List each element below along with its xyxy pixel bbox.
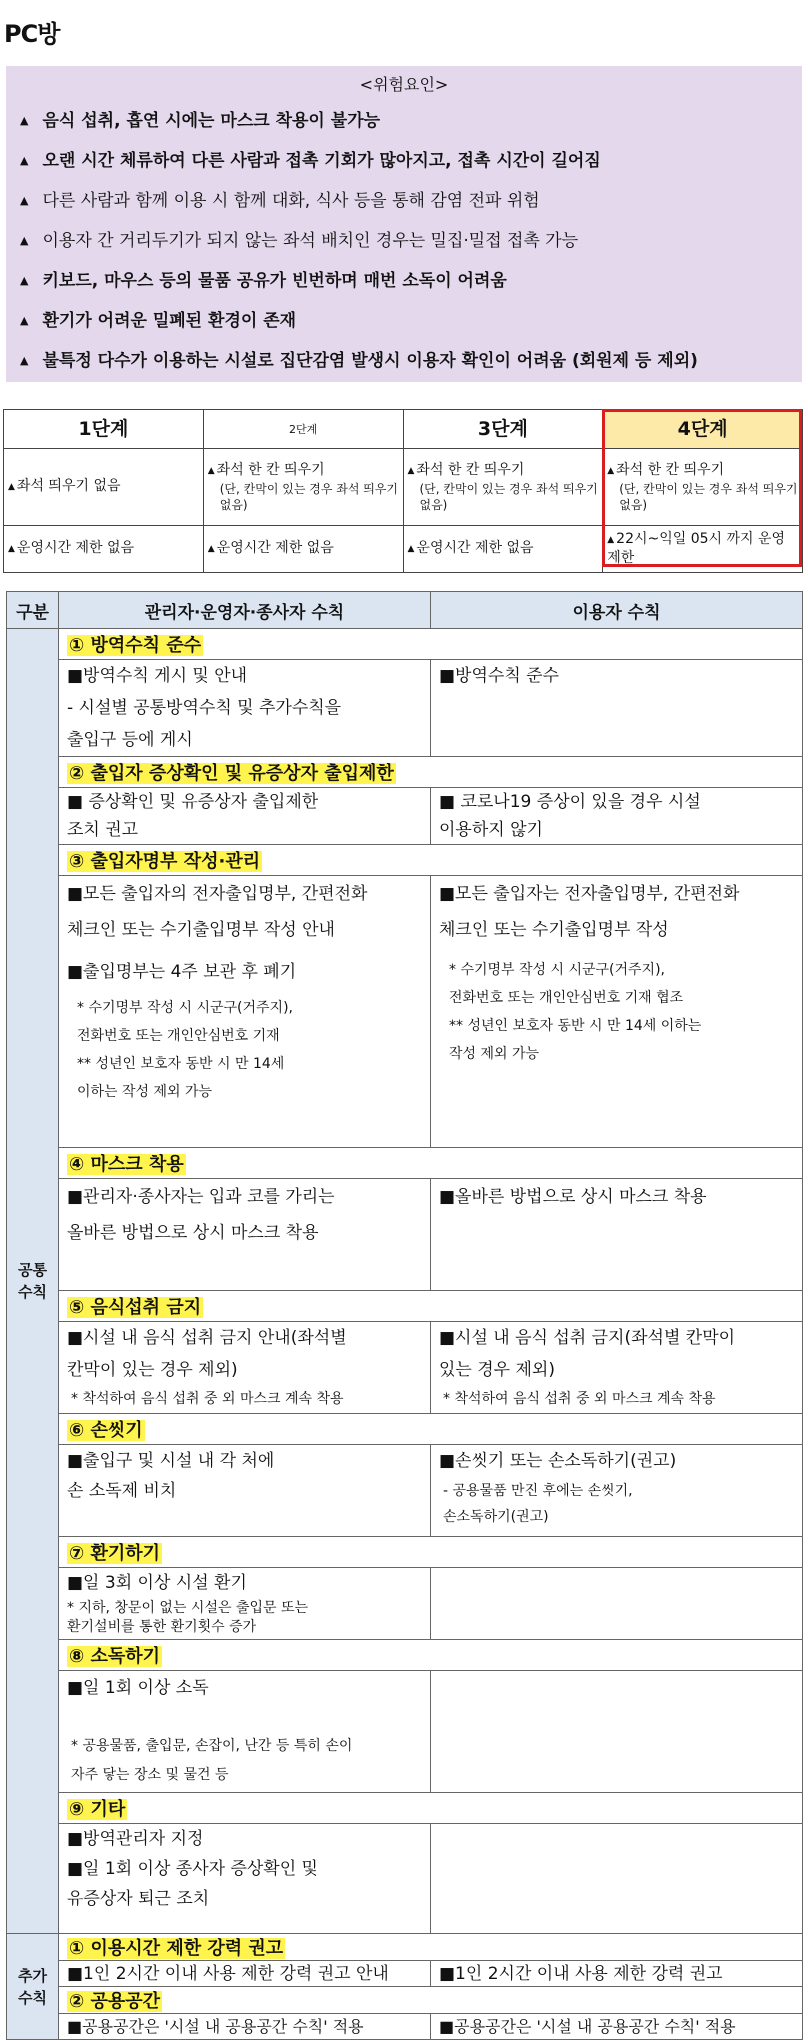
triangle-bullet-icon: ▲ bbox=[20, 114, 29, 127]
section-title: ③ 출입자명부 작성·관리 bbox=[59, 845, 803, 876]
section-title: ① 방역수칙 준수 bbox=[59, 629, 803, 660]
risk-item: ▲ 키보드, 마우스 등의 물품 공유가 빈번하며 매번 소독이 어려움 bbox=[20, 271, 507, 291]
stage-cell: ▲ 좌석 한 칸 띄우기 (단, 칸막이 있는 경우 좌석 띄우기 없음) bbox=[403, 449, 603, 526]
risk-item: ▲ 다른 사람과 함께 이용 시 함께 대화, 식사 등을 통해 감염 전파 위험 bbox=[20, 191, 540, 211]
risk-item: ▲ 이용자 간 거리두기가 되지 않는 좌석 배치인 경우는 밀집·밀접 접촉 가능 bbox=[20, 231, 579, 251]
section-title: ② 공용공간 bbox=[59, 1987, 803, 2014]
risk-item: ▲ 불특정 다수가 이용하는 시설로 집단감염 발생시 이용자 확인이 어려움 (회원제 등 제외) bbox=[20, 351, 698, 371]
stage-cell: ▲ 좌석 한 칸 띄우기 (단, 칸막이 있는 경우 좌석 띄우기 없음) bbox=[603, 449, 803, 526]
col-header-gubun: 구분 bbox=[7, 592, 59, 629]
common-rules-label: 공통 수칙 bbox=[7, 629, 59, 1934]
user-rule-cell: ■시설 내 음식 섭취 금지(좌석별 칸막이 있는 경우 제외) * 착석하여 음식 섭취 중 외 마스크 계속 착용 bbox=[431, 1322, 803, 1414]
manager-rule-cell: ■공용공간은 '시설 내 공용공간 수칙' 적용 bbox=[59, 2014, 431, 2040]
user-rule-cell bbox=[431, 1671, 803, 1793]
triangle-bullet-icon: ▲ bbox=[607, 535, 615, 545]
extra-rules-label: 추가 수칙 bbox=[7, 1934, 59, 2040]
page-title: PC방 bbox=[4, 20, 60, 48]
risk-item: ▲ 음식 섭취, 흡연 시에는 마스크 착용이 불가능 bbox=[20, 111, 381, 131]
triangle-bullet-icon: ▲ bbox=[20, 314, 29, 327]
user-rule-cell: ■1인 2시간 이내 사용 제한 강력 권고 bbox=[431, 1961, 803, 1987]
stage-header-4: 4단계 bbox=[603, 410, 803, 449]
section-title: ⑤ 음식섭취 금지 bbox=[59, 1291, 803, 1322]
col-header-manager: 관리자·운영자·종사자 수칙 bbox=[59, 592, 431, 629]
stage-header-3: 3단계 bbox=[403, 410, 603, 449]
manager-rule-cell: ■ 증상확인 및 유증상자 출입제한 조치 권고 bbox=[59, 788, 431, 845]
triangle-bullet-icon: ▲ bbox=[20, 194, 29, 207]
stage-cell: ▲ 좌석 띄우기 없음 bbox=[4, 449, 204, 526]
user-rule-cell bbox=[431, 1824, 803, 1934]
risk-item: ▲ 오랜 시간 체류하여 다른 사람과 접촉 기회가 많아지고, 접촉 시간이 길어짐 bbox=[20, 151, 601, 171]
stage-header-1: 1단계 bbox=[4, 410, 204, 449]
section-title: ⑨ 기타 bbox=[59, 1793, 803, 1824]
manager-rule-cell: ■일 1회 이상 소독 * 공용물품, 출입문, 손잡이, 난간 등 특히 손이 자주 닿는 장소 및 물건 등 bbox=[59, 1671, 431, 1793]
manager-rule-cell: ■모든 출입자의 전자출입명부, 간편전화 체크인 또는 수기출입명부 작성 안내 ■출입명부는 4주 보관 후 폐기 * 수기명부 작성 시 시군구(거주지), 전화번호 또는 개인안심번호 기재 ** 성년인 보호자 동반 시 만 14세 이하는 작성 제외 가능 bbox=[59, 876, 431, 1148]
triangle-bullet-icon: ▲ bbox=[207, 465, 215, 476]
manager-rule-cell: ■방역관리자 지정 ■일 1회 이상 종사자 증상확인 및 유증상자 퇴근 조치 bbox=[59, 1824, 431, 1934]
manager-rule-cell: ■출입구 및 시설 내 각 처에 손 소독제 비치 bbox=[59, 1445, 431, 1537]
user-rule-cell: ■ 코로나19 증상이 있을 경우 시설 이용하지 않기 bbox=[431, 788, 803, 845]
triangle-bullet-icon: ▲ bbox=[20, 154, 29, 167]
triangle-bullet-icon: ▲ bbox=[20, 354, 29, 367]
section-title: ④ 마스크 착용 bbox=[59, 1148, 803, 1179]
user-rule-cell: ■방역수칙 준수 bbox=[431, 660, 803, 757]
stage-cell: ▲ 22시~익일 05시 까지 운영 제한 bbox=[603, 526, 803, 573]
triangle-bullet-icon: ▲ bbox=[407, 465, 415, 476]
user-rule-cell: ■올바른 방법으로 상시 마스크 착용 bbox=[431, 1179, 803, 1291]
manager-rule-cell: ■일 3회 이상 시설 환기 * 지하, 창문이 없는 시설은 출입문 또는 환기설비를 통한 환기횟수 증가 bbox=[59, 1568, 431, 1640]
triangle-bullet-icon: ▲ bbox=[607, 465, 615, 476]
triangle-bullet-icon: ▲ bbox=[407, 543, 415, 554]
triangle-bullet-icon: ▲ bbox=[20, 234, 29, 247]
triangle-bullet-icon: ▲ bbox=[8, 481, 15, 492]
user-rule-cell bbox=[431, 1568, 803, 1640]
section-title: ⑧ 소독하기 bbox=[59, 1640, 803, 1671]
risk-factors-box bbox=[6, 66, 802, 382]
manager-rule-cell: ■관리자·종사자는 입과 코를 가리는 올바른 방법으로 상시 마스크 착용 bbox=[59, 1179, 431, 1291]
triangle-bullet-icon: ▲ bbox=[207, 543, 215, 554]
stage-header-2: 2단계 bbox=[203, 410, 403, 449]
col-header-user: 이용자 수칙 bbox=[431, 592, 803, 629]
manager-rule-cell: ■1인 2시간 이내 사용 제한 강력 권고 안내 bbox=[59, 1961, 431, 1987]
user-rule-cell: ■손씻기 또는 손소독하기(권고) - 공용물품 만진 후에는 손씻기, 손소독하기(권고) bbox=[431, 1445, 803, 1537]
section-title: ⑥ 손씻기 bbox=[59, 1414, 803, 1445]
triangle-bullet-icon: ▲ bbox=[20, 274, 29, 287]
stage-cell: ▲ 좌석 한 칸 띄우기 (단, 칸막이 있는 경우 좌석 띄우기 없음) bbox=[203, 449, 403, 526]
user-rule-cell: ■모든 출입자는 전자출입명부, 간편전화 체크인 또는 수기출입명부 작성 * 수기명부 작성 시 시군구(거주지), 전화번호 또는 개인안심번호 기재 협조 ** 성년인 보호자 동반 시 만 14세 이하는 작성 제외 가능 bbox=[431, 876, 803, 1148]
stage-cell: ▲ 운영시간 제한 없음 bbox=[403, 526, 603, 573]
stage-cell: ▲ 운영시간 제한 없음 bbox=[203, 526, 403, 573]
section-title: ① 이용시간 제한 강력 권고 bbox=[59, 1934, 803, 1961]
risk-list bbox=[6, 101, 802, 381]
triangle-bullet-icon: ▲ bbox=[8, 543, 15, 554]
manager-rule-cell: ■시설 내 음식 섭취 금지 안내(좌석별 칸막이 있는 경우 제외) * 착석하여 음식 섭취 중 외 마스크 계속 착용 bbox=[59, 1322, 431, 1414]
stage-4-highlight-border bbox=[602, 409, 802, 567]
stage-cell: ▲ 운영시간 제한 없음 bbox=[4, 526, 204, 573]
risk-heading: <위험요인> bbox=[359, 75, 449, 94]
risk-item: ▲ 환기가 어려운 밀폐된 환경이 존재 bbox=[20, 311, 297, 331]
section-title: ⑦ 환기하기 bbox=[59, 1537, 803, 1568]
user-rule-cell: ■공용공간은 '시설 내 공용공간 수칙' 적용 bbox=[431, 2014, 803, 2040]
manager-rule-cell: ■방역수칙 게시 및 안내 - 시설별 공통방역수칙 및 추가수칙을 출입구 등에 게시 bbox=[59, 660, 431, 757]
section-title: ② 출입자 증상확인 및 유증상자 출입제한 bbox=[59, 757, 803, 788]
rules-table bbox=[6, 591, 803, 2040]
